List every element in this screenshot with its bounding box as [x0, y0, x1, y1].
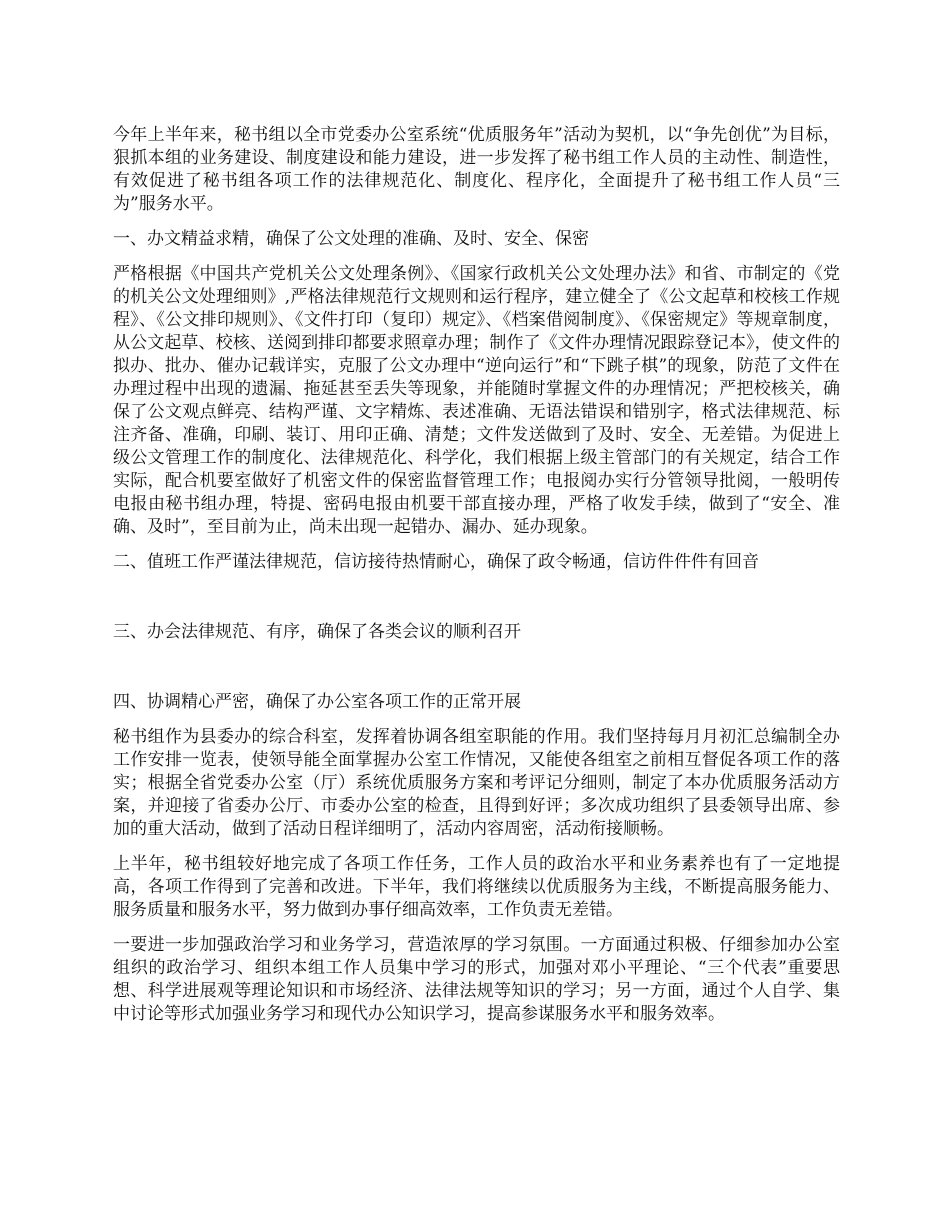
- document-page: [113, 124, 840, 1038]
- intro-paragraph: 今年上半年来，秘书组以全市党委办公室系统“优质服务年”活动为契机，以“争先创优”为目标，狠抓本组的业务建设、制度建设和能力建设，进一步发挥了秘书组工作人员的主动性、制造性，有效促进了秘书组各项工作的法律规范化、制度化、程序化，全面提升了秘书组工作人员“三为”服务水平。: [113, 125, 840, 214]
- section-4-paragraph: 秘书组作为县委办的综合科室，发挥着协调各组室职能的作用。我们坚持每月月初汇总编制全办工作安排一览表，使领导能全面掌握办公室工作情况，又能使各组室之前相互督促各项工作的落实；根据全省党委办公室（厅）系统优质服务方案和考评记分细则，制定了本办优质服务活动方案，并迎接了省委办公厅、市委办公室的检查，且得到好评；多次成功组织了县委领导出席、参加的重大活动，做到了活动日程详细明了，活动内容周密，活动衔接顺畅。: [113, 727, 840, 839]
- section-1-heading: 一、办文精益求精，确保了公文处理的准确、及时、安全、保密: [113, 229, 589, 249]
- section-2-heading: 二、值班工作严谨法律规范，信访接待热情耐心，确保了政令畅通，信访件件件有回音: [113, 552, 759, 572]
- plan-1-paragraph: 一要进一步加强政治学习和业务学习，营造浓厚的学习氛围。一方面通过积极、仔细参加办公室组织的政治学习、组织本组工作人员集中学习的形式，加强对邓小平理论、“三个代表”重要思想、科学进展观等理论知识和市场经济、法律法规等知识的学习；另一方面，通过个人自学、集中讨论等形式加强业务学习和现代办公知识学习，提高参谋服务水平和服务效率。: [113, 935, 840, 1024]
- section-1-paragraph: 严格根据《中国共产党机关公文处理条例》、《国家行政机关公文处理办法》和省、市制定的《党的机关公文处理细则》,严格法律规范行文规则和运行程序，建立健全了《公文起草和校核工作规程》、《公文排印规则》、《文件打印（复印）规定》、《档案借阅制度》、《保密规定》等规章制度，从公文起草、校核、送阅到排印都要求照章办理；制作了《文件办理情况跟踪登记本》，使文件的拟办、批办、催办记载详实，克服了公文办理中“逆向运行”和“下跳子棋”的现象，防范了文件在办理过程中出现的遗漏、拖延甚至丢失等现象，并能随时掌握文件的办理情况；严把校核关，确保了公文观点鲜亮、结构严谨、文字精炼、表述准确、无语法错误和错别字，格式法律规范、标注齐备、准确，印刷、装订、用印正确、清楚；文件发送做到了及时、安全、无差错。为促进上级公文管理工作的制度化、法律规范化、科学化，我们根据上级主管部门的有关规定，结合工作实际，配合机要室做好了机密文件的保密监督管理工作；电报阅办实行分管领导批阅，一般明传电报由秘书组办理，特提、密码电报由机要干部直接办理，严格了收发手续，做到了“安全、准确、及时”，至目前为止，尚未出现一起错办、漏办、延办现象。: [113, 264, 840, 537]
- section-3-heading: 三、办会法律规范、有序，确保了各类会议的顺利召开: [113, 622, 521, 642]
- section-4-heading: 四、协调精心严密，确保了办公室各项工作的正常开展: [113, 692, 521, 712]
- summary-paragraph: 上半年，秘书组较好地完成了各项工作任务，工作人员的政治水平和业务素养也有了一定地提高，各项工作得到了完善和改进。下半年，我们将继续以优质服务为主线，不断提高服务能力、服务质量和服务水平，努力做到办事仔细高效率，工作负责无差错。: [113, 854, 840, 920]
